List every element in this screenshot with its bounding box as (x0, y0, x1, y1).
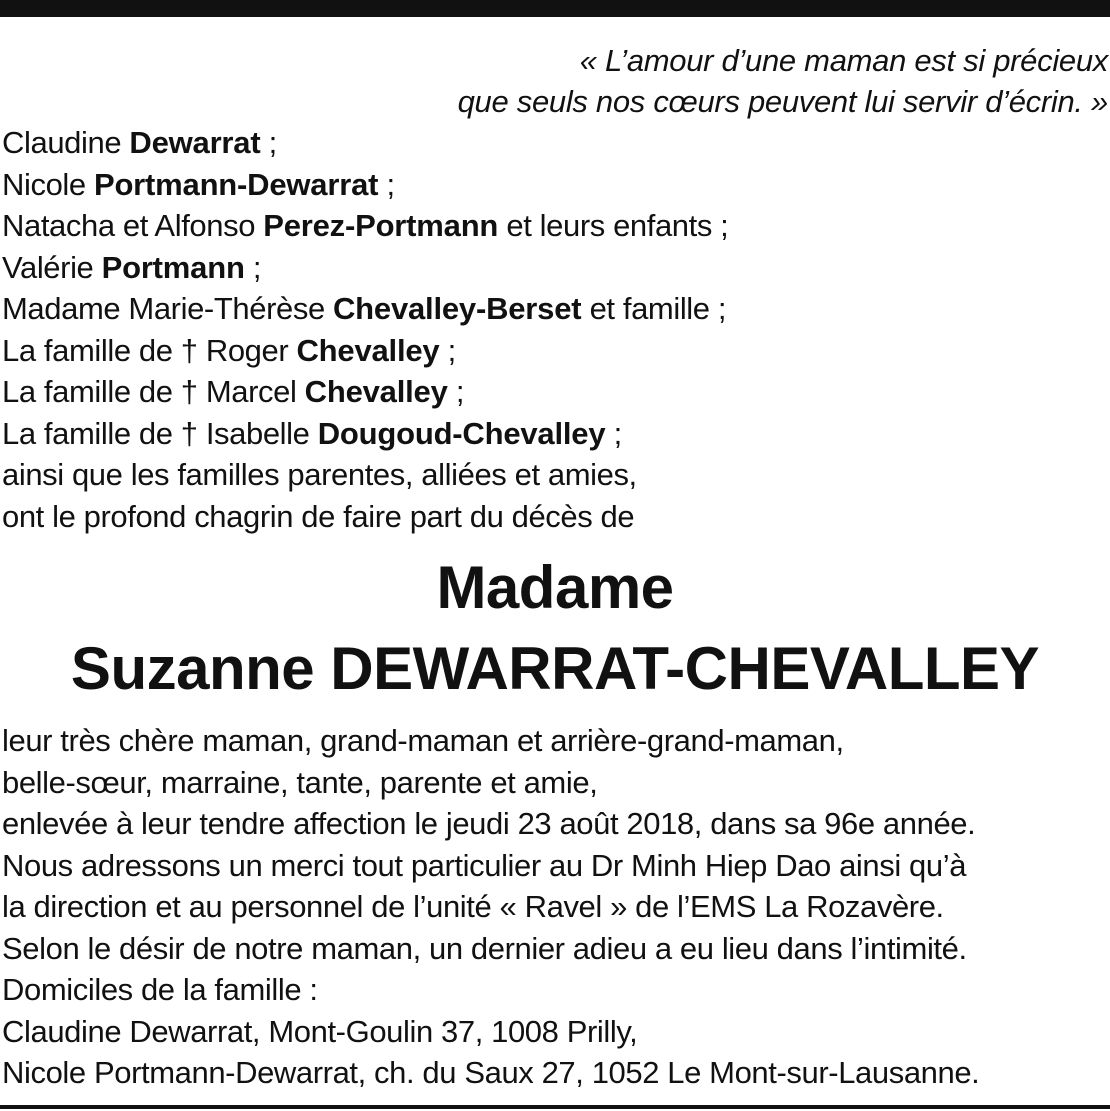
address-line: Nicole Portmann-Dewarrat, ch. du Saux 27, 1052 Le Mont-sur-Lausanne. (2, 1055, 980, 1090)
epigraph-quote (458, 40, 1108, 122)
bottom-rule (0, 1105, 1110, 1109)
details-line: belle-sœur, marraine, tante, parente et amie, (2, 764, 598, 800)
intro-line: ont le profond chagrin de faire part du décès de (2, 498, 635, 534)
family-name: Portmann (101, 249, 245, 285)
family-list (2, 122, 728, 537)
family-name: Chevalley-Berset (333, 291, 582, 326)
intro-line: ainsi que les familles parentes, alliées et amies, (2, 457, 637, 492)
deceased-title: Madame (436, 554, 674, 621)
family-name: Chevalley (304, 374, 448, 409)
family-line: La famille de † Marcel Chevalley ; (2, 374, 465, 409)
family-name: Portmann-Dewarrat (93, 166, 379, 202)
details-line: leur très chère maman, grand-maman et arrière-grand-maman, (2, 723, 844, 758)
family-name: Dewarrat (129, 125, 261, 160)
details-line: la direction et au personnel de l’unité « Ravel » de l’EMS La Rozavère. (2, 889, 944, 924)
family-line: Nicole Portmann-Dewarrat ; (2, 166, 395, 202)
family-name: Perez-Portmann (263, 208, 499, 243)
top-rule (0, 0, 1110, 17)
family-line: La famille de † Roger Chevalley ; (2, 332, 456, 368)
epigraph-line: que seuls nos cœurs peuvent lui servir d’écrin. » (457, 84, 1108, 119)
address-line: Claudine Dewarrat, Mont-Goulin 37, 1008 Prilly, (2, 1013, 638, 1049)
details-line: Selon le désir de notre maman, un dernier adieu a eu lieu dans l’intimité. (2, 930, 967, 966)
family-line: Madame Marie-Thérèse Chevalley-Berset et famille ; (2, 291, 727, 326)
family-line: Valérie Portmann ; (2, 249, 262, 285)
family-line: Claudine Dewarrat ; (2, 125, 277, 160)
details-line: Nous adressons un merci tout particulier au Dr Minh Hiep Dao ainsi qu’à (2, 847, 967, 883)
details-line: Domiciles de la famille : (2, 972, 318, 1007)
family-line: Natacha et Alfonso Perez-Portmann et leurs enfants ; (2, 208, 729, 243)
epigraph-line: « L’amour d’une maman est si précieux (579, 43, 1108, 78)
details-line: enlevée à leur tendre affection le jeudi 23 août 2018, dans sa 96e année. (2, 806, 976, 841)
family-line: La famille de † Isabelle Dougoud-Chevalley ; (2, 415, 622, 451)
details-text (2, 720, 979, 1094)
deceased-name: Suzanne DEWARRAT-CHEVALLEY (70, 635, 1040, 702)
family-name: Dougoud-Chevalley (317, 415, 606, 451)
family-name: Chevalley (296, 332, 440, 368)
